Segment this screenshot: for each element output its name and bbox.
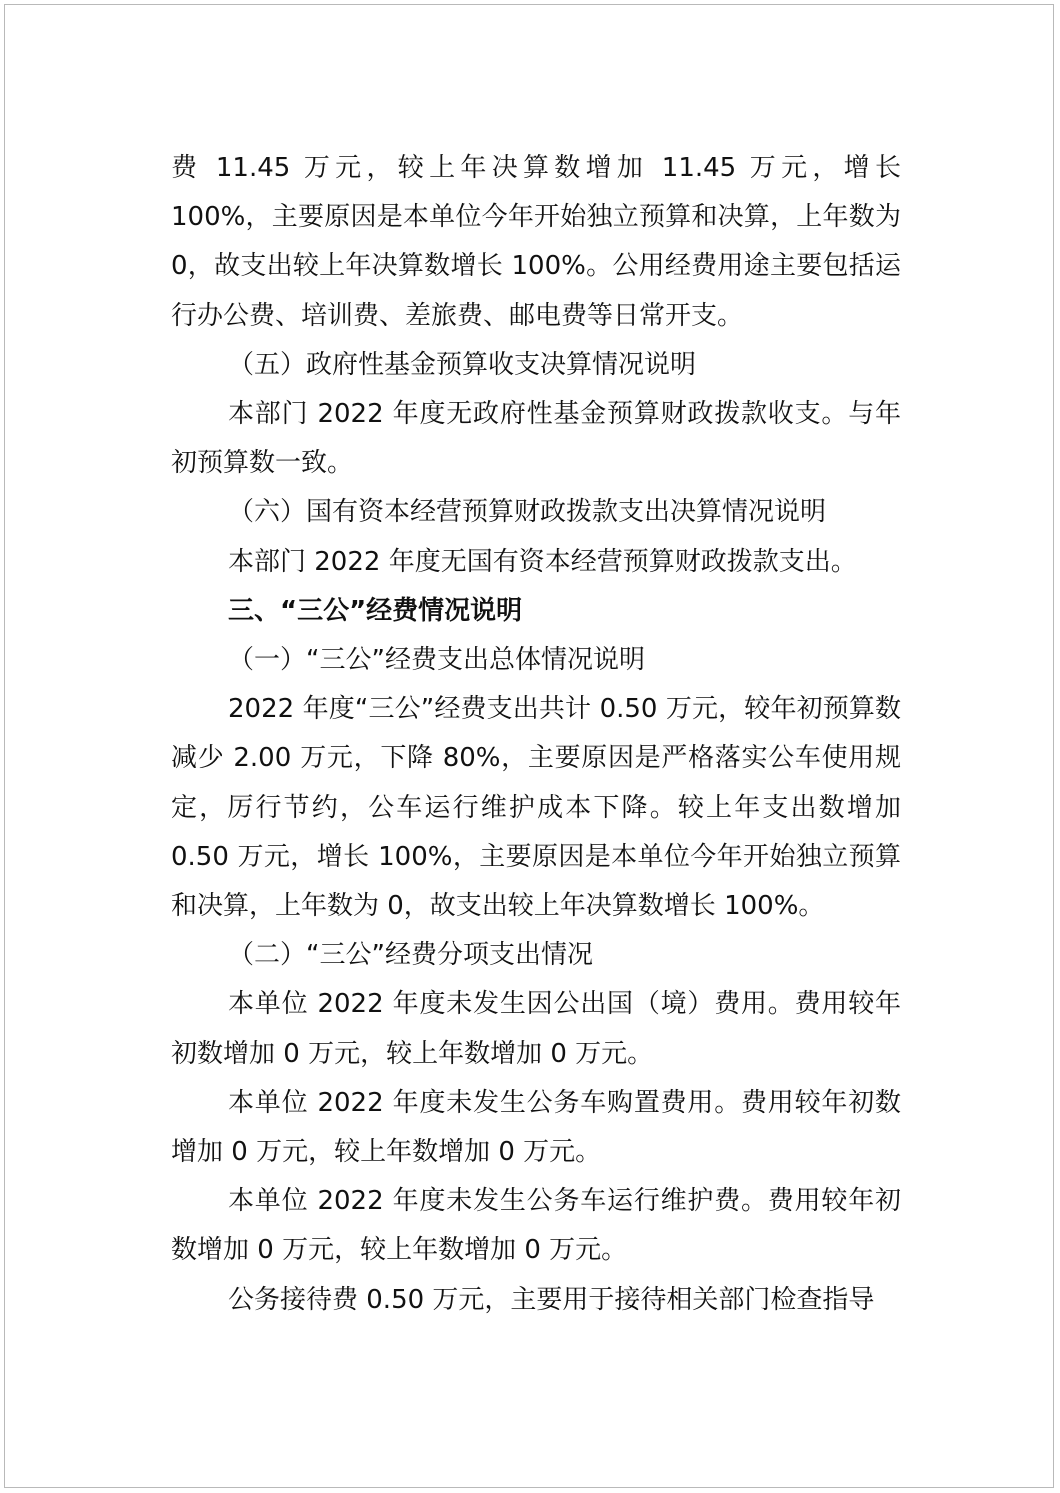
document-page bbox=[4, 4, 1054, 1488]
paragraph-vehicle-maintenance: 本单位 2022 年度未发生公务车运行维护费。费用较年初数增加 0 万元，较上年数增加 0 万元。 bbox=[171, 1186, 901, 1266]
paragraph-public-expense-continued: 费 11.45 万元，较上年决算数增加 11.45 万元，增长 100%，主要原因是本单位今年开始独立预算和决算，上年数为 0，故支出较上年决算数增长 100%。公用经费用途主要包括运行办公费、培训费、差旅费、邮电费等日常开支。 bbox=[171, 153, 901, 331]
paragraph-vehicle-purchase: 本单位 2022 年度未发生公务车购置费用。费用较年初数增加 0 万元，较上年数增加 0 万元。 bbox=[171, 1087, 901, 1168]
paragraph-state-capital-budget: 本部门 2022 年度无国有资本经营预算财政拨款支出。 bbox=[228, 546, 857, 577]
paragraph-overseas-travel: 本单位 2022 年度未发生因公出国（境）费用。费用较年初数增加 0 万元，较上年数增加 0 万元。 bbox=[171, 989, 901, 1069]
paragraph-official-reception: 公务接待费 0.50 万元，主要用于接待相关部门检查指导 bbox=[228, 1284, 875, 1315]
heading-state-capital-budget: （六）国有资本经营预算财政拨款支出决算情况说明 bbox=[228, 497, 827, 528]
heading-three-public-expenses: 三、“三公”经费情况说明 bbox=[228, 595, 523, 626]
document-body bbox=[171, 144, 901, 1325]
heading-government-fund-budget: （五）政府性基金预算收支决算情况说明 bbox=[228, 349, 697, 380]
heading-three-public-itemized: （二）“三公”经费分项支出情况 bbox=[228, 940, 593, 971]
paragraph-three-public-overall: 2022 年度“三公”经费支出共计 0.50 万元，较年初预算数减少 2.00 万元，下降 80%，主要原因是严格落实公车使用规定，厉行节约，公车运行维护成本下降。较上年支出数增加 0.50 万元，增长 100%，主要原因是本单位今年开始独立预算和决算，上年数为 0，故支出较上年决算数增长 100%。 bbox=[171, 694, 901, 922]
paragraph-government-fund-budget: 本部门 2022 年度无政府性基金预算财政拨款收支。与年初预算数一致。 bbox=[171, 399, 901, 479]
heading-three-public-overall: （一）“三公”经费支出总体情况说明 bbox=[228, 645, 645, 676]
